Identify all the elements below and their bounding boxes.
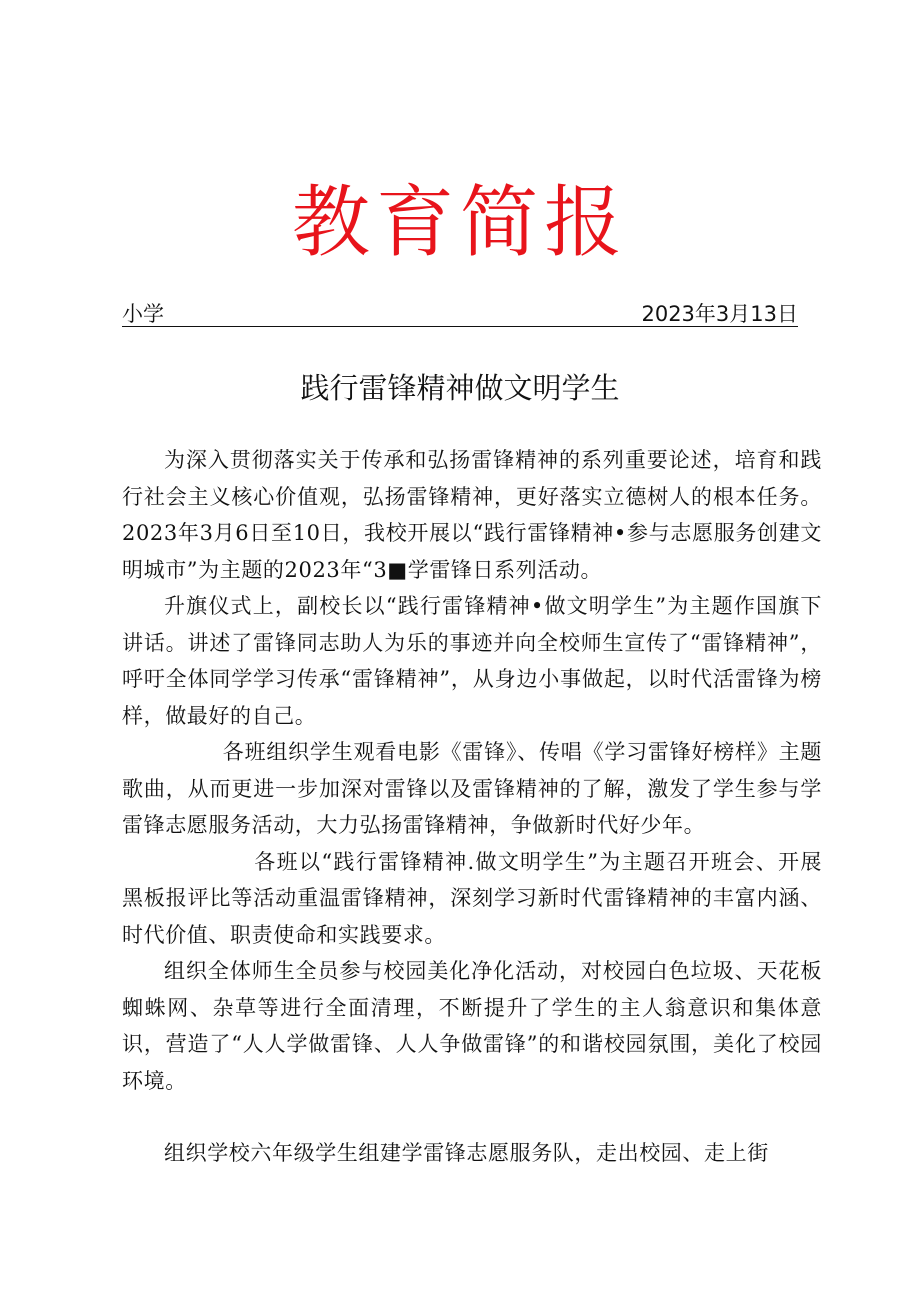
- paragraph: 为深入贯彻落实关于传承和弘扬雷锋精神的系列重要论述，培育和践行社会主义核心价值观，弘扬雷锋精神，更好落实立德树人的根本任务。2023年3月6日至10日，我校开展以“践行雷锋精神•参与志愿服务创建文明城市”为主题的2023年“3■学雷锋日系列活动。: [122, 448, 822, 582]
- school-name: 小学: [122, 302, 164, 326]
- paragraph: 组织学校六年级学生组建学雷锋志愿服务队，走出校园、走上街: [164, 1141, 769, 1165]
- paragraph: 各班以“践行雷锋精神.做文明学生”为主题召开班会、开展黑板报评比等活动重温雷锋精神，深刻学习新时代雷锋精神的丰富内涵、时代价值、职责使命和实践要求。: [122, 849, 822, 947]
- paragraph: 组织全体师生全员参与校园美化净化活动，对校园白色垃圾、天花板蜘蛛网、杂草等进行全面清理，不断提升了学生的主人翁意识和集体意识，营造了“人人学做雷锋、人人争做雷锋”的和谐校园氛围，美化了校园环境。: [122, 959, 822, 1093]
- paragraph: 升旗仪式上，副校长以“践行雷锋精神•做文明学生”为主题作国旗下讲话。讲述了雷锋同志助人为乐的事迹并向全校师生宣传了“雷锋精神”，呼吁全体同学学习传承“雷锋精神”，从身边小事做起，以时代活雷锋为榜样，做最好的自己。: [122, 594, 822, 728]
- paragraph: 各班组织学生观看电影《雷锋》、传唱《学习雷锋好榜样》主题歌曲，从而更进一步加深对雷锋以及雷锋精神的了解，激发了学生参与学雷锋志愿服务活动，大力弘扬雷锋精神，争做新时代好少年。: [122, 740, 822, 837]
- article-title: 践行雷锋精神做文明学生: [300, 371, 620, 405]
- masthead-title: 教育简报: [291, 178, 628, 268]
- issue-date: 2023年3月13日: [641, 302, 798, 326]
- article-body: [122, 442, 822, 1172]
- dateline: [122, 298, 798, 327]
